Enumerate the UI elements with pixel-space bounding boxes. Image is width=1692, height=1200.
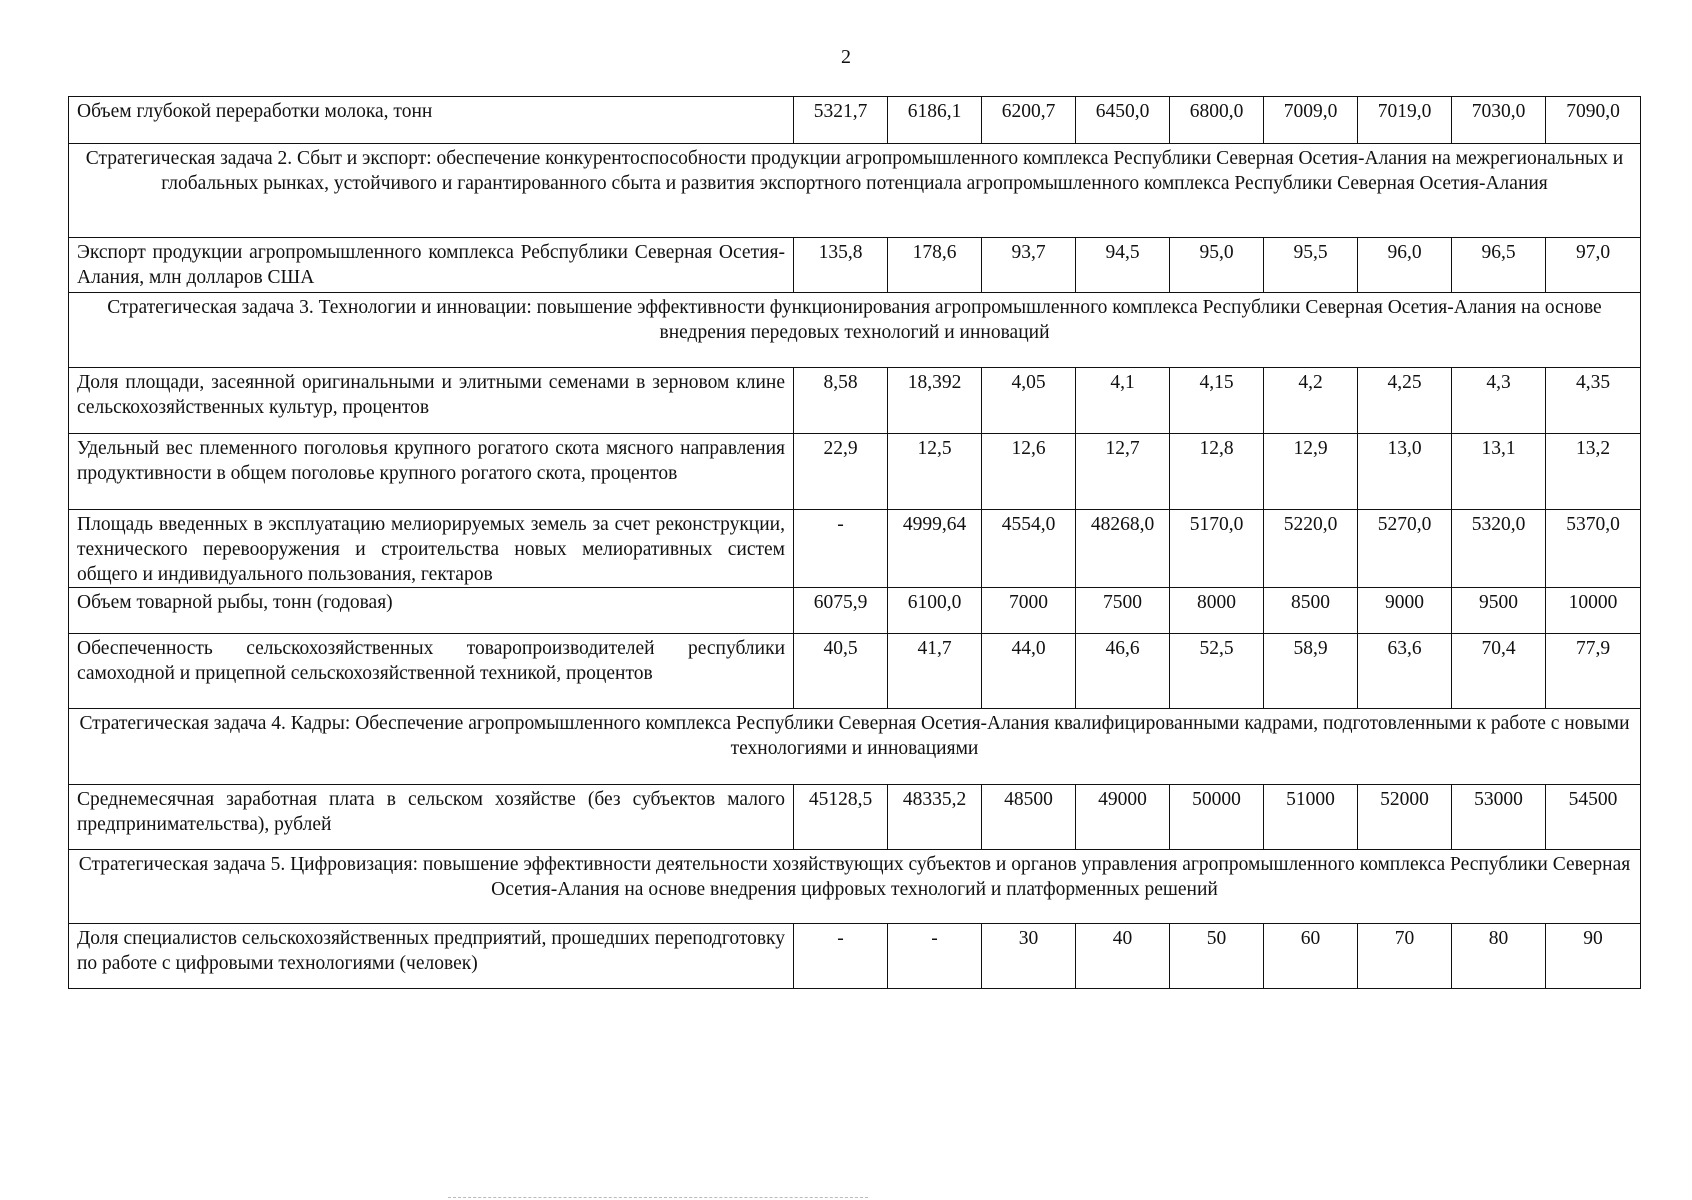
indicator-value: 48268,0	[1076, 510, 1170, 588]
indicator-value: 48335,2	[888, 785, 982, 850]
indicator-value: 9000	[1358, 588, 1452, 634]
indicator-value: 4,1	[1076, 368, 1170, 434]
indicator-value: 6800,0	[1170, 97, 1264, 144]
indicator-value: 6075,9	[794, 588, 888, 634]
indicator-row	[69, 97, 1641, 144]
strategic-task-row	[69, 709, 1641, 785]
indicator-label: Объем глубокой переработки молока, тонн	[69, 97, 794, 144]
strategic-task-row	[69, 850, 1641, 924]
indicator-value: 6186,1	[888, 97, 982, 144]
indicator-value: 5220,0	[1264, 510, 1358, 588]
indicator-value: 7500	[1076, 588, 1170, 634]
indicator-value: 60	[1264, 924, 1358, 989]
indicator-label: Доля специалистов сельскохозяйственных предприятий, прошедших переподготовку по работе с цифровыми технологиями (человек)	[69, 924, 794, 989]
indicator-value: 5370,0	[1546, 510, 1641, 588]
indicator-value: 53000	[1452, 785, 1546, 850]
indicator-value: 13,2	[1546, 434, 1641, 510]
indicator-value: 94,5	[1076, 238, 1170, 293]
indicator-value: 178,6	[888, 238, 982, 293]
footer-divider	[448, 1197, 868, 1198]
indicator-value: 48500	[982, 785, 1076, 850]
indicator-value: 58,9	[1264, 634, 1358, 709]
indicator-value: 40,5	[794, 634, 888, 709]
indicator-value: 8500	[1264, 588, 1358, 634]
indicator-value: 49000	[1076, 785, 1170, 850]
indicator-value: 7090,0	[1546, 97, 1641, 144]
indicator-label: Экспорт продукции агропромышленного комплекса Ребспублики Северная Осетия-Алания, млн долларов США	[69, 238, 794, 293]
indicator-value: 22,9	[794, 434, 888, 510]
indicator-value: 63,6	[1358, 634, 1452, 709]
indicator-value: 96,5	[1452, 238, 1546, 293]
strategic-task-row	[69, 144, 1641, 238]
indicator-row	[69, 434, 1641, 510]
indicator-value: 30	[982, 924, 1076, 989]
indicator-label: Среднемесячная заработная плата в сельском хозяйстве (без субъектов малого предпринимательства), рублей	[69, 785, 794, 850]
indicator-value: 7009,0	[1264, 97, 1358, 144]
indicator-value: 4999,64	[888, 510, 982, 588]
indicator-value: 52,5	[1170, 634, 1264, 709]
indicator-row	[69, 785, 1641, 850]
indicator-value: 46,6	[1076, 634, 1170, 709]
indicator-value: 135,8	[794, 238, 888, 293]
indicator-value: 52000	[1358, 785, 1452, 850]
indicator-value: 8,58	[794, 368, 888, 434]
indicator-label: Доля площади, засеянной оригинальными и элитными семенами в зерновом клине сельскохозяйственных культур, процентов	[69, 368, 794, 434]
indicator-value: 54500	[1546, 785, 1641, 850]
indicator-value: 4,05	[982, 368, 1076, 434]
indicator-value: 80	[1452, 924, 1546, 989]
indicator-value: 13,0	[1358, 434, 1452, 510]
indicator-value: 50	[1170, 924, 1264, 989]
indicator-value: 4,35	[1546, 368, 1641, 434]
indicator-value: 6100,0	[888, 588, 982, 634]
indicator-value: 8000	[1170, 588, 1264, 634]
indicator-row	[69, 238, 1641, 293]
indicator-value: 6200,7	[982, 97, 1076, 144]
indicator-value: 13,1	[1452, 434, 1546, 510]
indicator-label: Удельный вес племенного поголовья крупного рогатого скота мясного направления продуктивности в общем поголовье крупного рогатого скота, процентов	[69, 434, 794, 510]
indicator-value: 95,0	[1170, 238, 1264, 293]
indicator-value: 90	[1546, 924, 1641, 989]
indicator-value: 12,7	[1076, 434, 1170, 510]
indicator-value: 10000	[1546, 588, 1641, 634]
strategic-task-row	[69, 293, 1641, 368]
indicator-value: 44,0	[982, 634, 1076, 709]
strategic-task-heading: Стратегическая задача 2. Сбыт и экспорт: обеспечение конкурентоспособности продукции агропромышленного комплекса Республики Северная Осетия-Алания на межрегиональных и глобальных рынках, устойчивого и гарантированного сбыта и развития экспортного потенциала агропромышленного комплекса Республики Северная Осетия-Алания	[69, 144, 1641, 238]
indicator-value: 7030,0	[1452, 97, 1546, 144]
indicator-value: 12,9	[1264, 434, 1358, 510]
indicator-label: Объем товарной рыбы, тонн (годовая)	[69, 588, 794, 634]
indicator-value: 97,0	[1546, 238, 1641, 293]
indicator-value: 95,5	[1264, 238, 1358, 293]
indicator-value: 45128,5	[794, 785, 888, 850]
indicator-row	[69, 368, 1641, 434]
indicator-row	[69, 634, 1641, 709]
strategic-task-heading: Стратегическая задача 4. Кадры: Обеспечение агропромышленного комплекса Республики Северная Осетия-Алания квалифицированными кадрами, подготовленными к работе с новыми технологиями и инновациями	[69, 709, 1641, 785]
indicator-value: 40	[1076, 924, 1170, 989]
indicator-value: 51000	[1264, 785, 1358, 850]
indicators-table	[68, 96, 1641, 989]
indicator-value: 41,7	[888, 634, 982, 709]
indicator-value: -	[794, 924, 888, 989]
indicator-row	[69, 924, 1641, 989]
indicator-value: 93,7	[982, 238, 1076, 293]
indicator-value: 7000	[982, 588, 1076, 634]
indicator-row	[69, 588, 1641, 634]
strategic-task-heading: Стратегическая задача 5. Цифровизация: повышение эффективности деятельности хозяйствующих субъектов и органов управления агропромышленного комплекса Республики Северная Осетия-Алания на основе внедрения цифровых технологий и платформенных решений	[69, 850, 1641, 924]
indicator-label: Площадь введенных в эксплуатацию мелиорируемых земель за счет реконструкции, технического перевооружения и строительства новых мелиоративных систем общего и индивидуального пользования, гектаров	[69, 510, 794, 588]
indicator-value: 4,2	[1264, 368, 1358, 434]
indicator-value: 50000	[1170, 785, 1264, 850]
indicator-value: -	[888, 924, 982, 989]
indicator-value: 18,392	[888, 368, 982, 434]
indicator-value: 12,5	[888, 434, 982, 510]
strategic-task-heading: Стратегическая задача 3. Технологии и инновации: повышение эффективности функционирования агропромышленного комплекса Республики Северная Осетия-Алания на основе внедрения передовых технологий и инноваций	[69, 293, 1641, 368]
indicator-value: 77,9	[1546, 634, 1641, 709]
indicator-value: 7019,0	[1358, 97, 1452, 144]
indicator-value: 96,0	[1358, 238, 1452, 293]
indicator-value: 4,3	[1452, 368, 1546, 434]
indicator-value: 70	[1358, 924, 1452, 989]
indicator-value: 5170,0	[1170, 510, 1264, 588]
indicator-value: 5270,0	[1358, 510, 1452, 588]
indicator-value: 4554,0	[982, 510, 1076, 588]
indicator-label: Обеспеченность сельскохозяйственных товаропроизводителей республики самоходной и прицепной сельскохозяйственной техникой, процентов	[69, 634, 794, 709]
indicator-value: 4,15	[1170, 368, 1264, 434]
indicator-value: 5320,0	[1452, 510, 1546, 588]
indicator-value: -	[794, 510, 888, 588]
indicator-value: 12,8	[1170, 434, 1264, 510]
indicators-body	[69, 97, 1641, 989]
indicator-value: 4,25	[1358, 368, 1452, 434]
indicator-value: 9500	[1452, 588, 1546, 634]
page-number: 2	[841, 46, 851, 68]
indicator-value: 5321,7	[794, 97, 888, 144]
indicator-value: 70,4	[1452, 634, 1546, 709]
indicator-value: 12,6	[982, 434, 1076, 510]
indicator-value: 6450,0	[1076, 97, 1170, 144]
indicator-row	[69, 510, 1641, 588]
